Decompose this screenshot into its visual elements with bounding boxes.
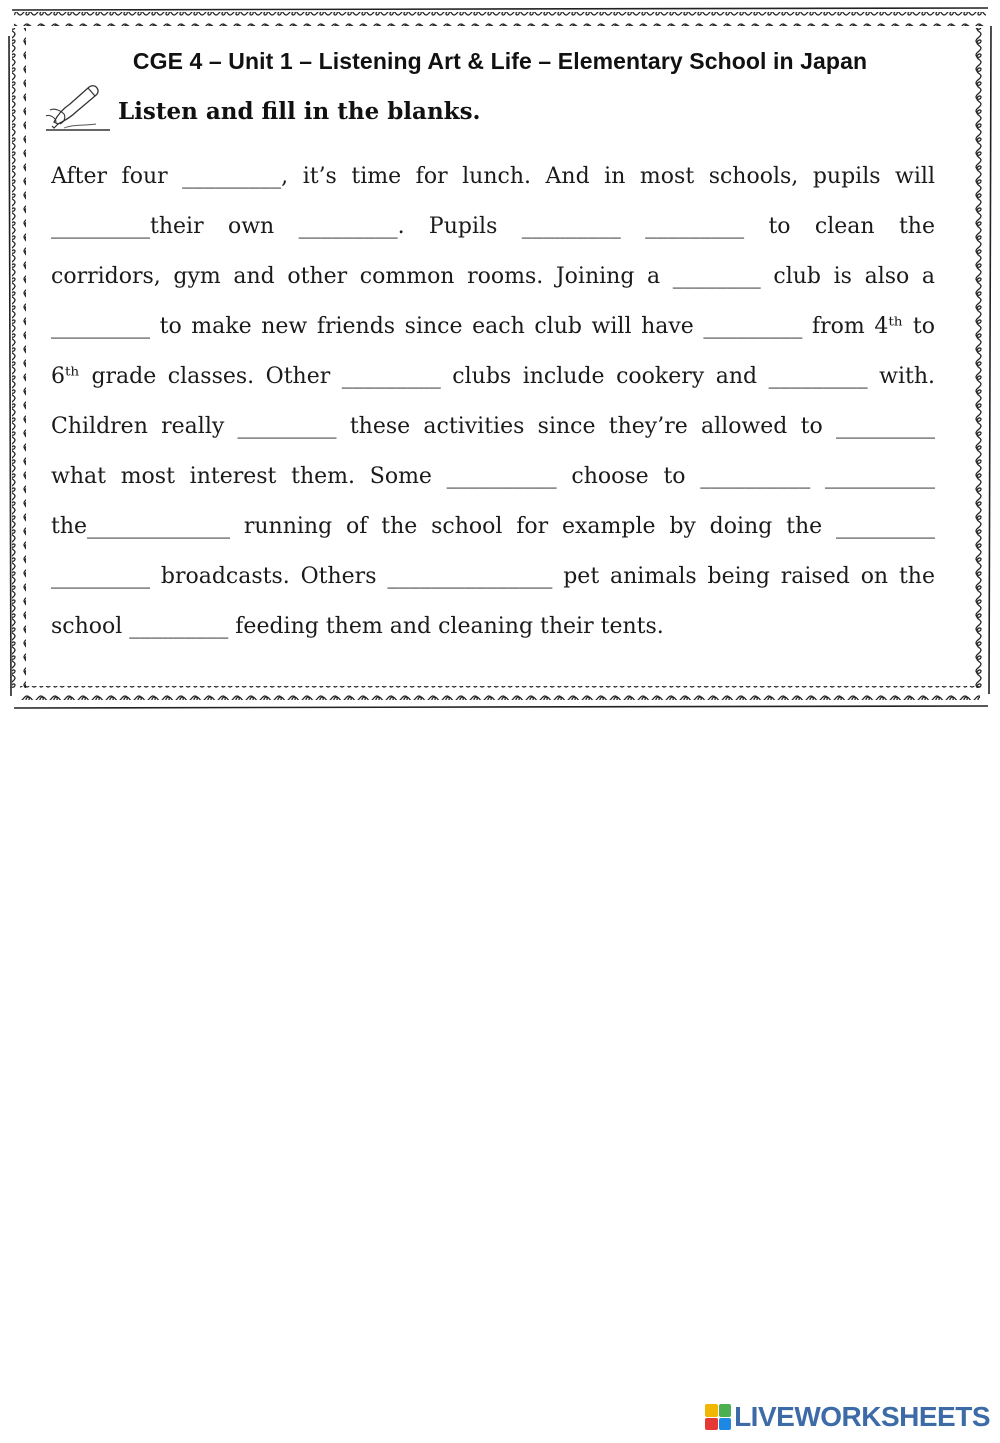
passage-line: school _________ feeding them and cleaning their tents. — [51, 614, 664, 639]
fill-in-passage — [51, 155, 935, 655]
instruction-text: Listen and fill in the blanks. — [118, 98, 481, 125]
passage-line: _________ broadcasts. Others _______________ pet animals being raised on the — [51, 564, 935, 589]
passage-line: the_____________ running of the school for example by doing the _________ — [51, 514, 935, 539]
pencil-writing-icon — [44, 78, 112, 134]
passage-line: what most interest them. Some __________ choose to __________ __________ — [51, 464, 935, 489]
passage-line: corridors, gym and other common rooms. Joining a ________ club is also a — [51, 264, 935, 289]
passage-line: _________their own _________. Pupils _________ _________ to clean the — [51, 214, 935, 239]
logo-tiles-icon — [705, 1404, 731, 1430]
passage-line: _________ to make new friends since each club will have _________ from 4ᵗʰ to — [51, 314, 935, 339]
logo-text: LIVEWORKSHEETS — [734, 1401, 990, 1432]
liveworksheets-logo[interactable] — [705, 1399, 990, 1435]
worksheet-title: CGE 4 – Unit 1 – Listening Art & Life – Elementary School in Japan — [132, 48, 868, 74]
passage-line: After four _________, it’s time for lunch. And in most schools, pupils will — [51, 164, 935, 189]
passage-line: Children really _________ these activities since they’re allowed to _________ — [51, 414, 935, 439]
passage-line: 6ᵗʰ grade classes. Other _________ clubs include cookery and _________ with. — [51, 364, 935, 389]
